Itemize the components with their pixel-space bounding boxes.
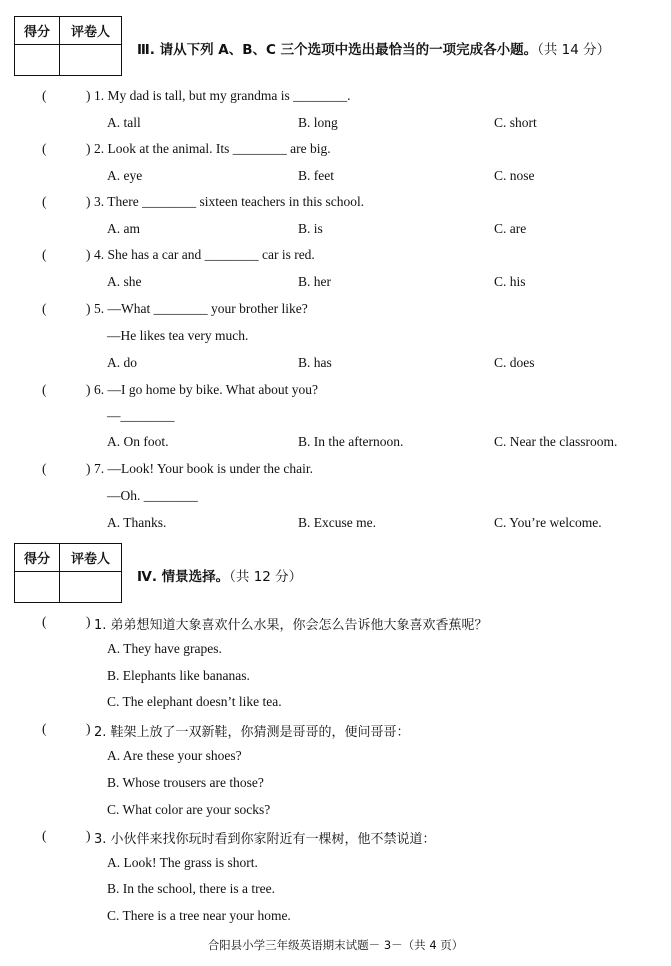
answer-paren-open[interactable]: ( bbox=[42, 614, 47, 629]
grader-cell[interactable] bbox=[60, 45, 121, 75]
option-c: C. his bbox=[494, 274, 526, 289]
option-c: C. You’re welcome. bbox=[494, 515, 602, 530]
option-a: A. tall bbox=[107, 115, 141, 130]
option-c: C. short bbox=[494, 115, 537, 130]
question-3-4 bbox=[0, 247, 671, 265]
grader-cell[interactable] bbox=[60, 572, 121, 602]
question-stem: 4. She has a car and ________ car is red. bbox=[94, 247, 315, 262]
option-a: A. she bbox=[107, 274, 142, 289]
answer-paren-open[interactable]: ( bbox=[42, 382, 47, 397]
section-4-title bbox=[137, 565, 302, 585]
option-c-row bbox=[0, 694, 671, 712]
option-c: C. nose bbox=[494, 168, 535, 183]
answer-paren-open[interactable]: ( bbox=[42, 828, 47, 843]
answer-paren-close: ) bbox=[86, 614, 91, 629]
section-3-title-text: Ⅲ. 请从下列 A、B、C 三个选项中选出最恰当的一项完成各小题。 bbox=[137, 42, 538, 58]
dialogue-line: —________ bbox=[107, 408, 175, 423]
question-3-2 bbox=[0, 141, 671, 159]
answer-paren-close: ) bbox=[86, 382, 91, 397]
answer-paren-open[interactable]: ( bbox=[42, 247, 47, 262]
option-b: B. long bbox=[298, 115, 338, 130]
question-stem: 7. —Look! Your book is under the chair. bbox=[94, 461, 313, 476]
option-a: A. do bbox=[107, 355, 137, 370]
question-3-4-options bbox=[0, 274, 671, 292]
question-stem: 6. —I go home by bike. What about you? bbox=[94, 382, 318, 397]
grader-label: 评卷人 bbox=[60, 17, 121, 45]
option-b: B. Excuse me. bbox=[298, 515, 376, 530]
question-stem: 1. My dad is tall, but my grandma is ________. bbox=[94, 88, 351, 103]
question-3-3-options bbox=[0, 221, 671, 239]
question-3-5-options bbox=[0, 355, 671, 373]
question-3-6-line2 bbox=[0, 408, 671, 426]
section-3-title bbox=[137, 38, 610, 58]
question-4-1 bbox=[0, 614, 671, 632]
option-c: C. What color are your socks? bbox=[107, 802, 271, 817]
question-3-2-options bbox=[0, 168, 671, 186]
question-stem-text: 3. 小伙伴来找你玩时看到你家附近有一棵树，他不禁说道： bbox=[94, 832, 436, 847]
option-b: B. is bbox=[298, 221, 323, 236]
question-stem-text: 2. 鞋架上放了一双新鞋，你猜测是哥哥的，便问哥哥： bbox=[94, 725, 410, 740]
option-b-row bbox=[0, 668, 671, 686]
option-a: A. Thanks. bbox=[107, 515, 167, 530]
option-a: A. Are these your shoes? bbox=[107, 748, 242, 763]
question-3-7-options bbox=[0, 515, 671, 533]
score-box-section-4 bbox=[14, 543, 122, 603]
question-4-2 bbox=[0, 721, 671, 739]
score-box-section-3 bbox=[14, 16, 122, 76]
answer-paren-close: ) bbox=[86, 828, 91, 843]
option-a: A. eye bbox=[107, 168, 143, 183]
question-3-5-line2 bbox=[0, 328, 671, 346]
option-b: B. Elephants like bananas. bbox=[107, 668, 250, 683]
option-a: A. am bbox=[107, 221, 140, 236]
section-4-points: （共 12 分） bbox=[229, 569, 303, 585]
dialogue-line: —Oh. ________ bbox=[107, 488, 198, 503]
option-b-row bbox=[0, 775, 671, 793]
section-3-points: （共 14 分） bbox=[537, 42, 611, 58]
question-4-3 bbox=[0, 828, 671, 846]
answer-paren-open[interactable]: ( bbox=[42, 301, 47, 316]
answer-paren-open[interactable]: ( bbox=[42, 721, 47, 736]
question-3-6-options bbox=[0, 434, 671, 452]
score-cell[interactable] bbox=[15, 45, 60, 75]
option-b: B. has bbox=[298, 355, 332, 370]
answer-paren-open[interactable]: ( bbox=[42, 141, 47, 156]
question-stem: 2. Look at the animal. Its ________ are big. bbox=[94, 141, 331, 156]
question-3-7 bbox=[0, 461, 671, 479]
answer-paren-close: ) bbox=[86, 141, 91, 156]
option-b: B. Whose trousers are those? bbox=[107, 775, 264, 790]
option-c: C. Near the classroom. bbox=[494, 434, 618, 449]
option-a-row bbox=[0, 641, 671, 659]
question-3-1-options bbox=[0, 115, 671, 133]
option-c-row bbox=[0, 802, 671, 820]
dialogue-line: —He likes tea very much. bbox=[107, 328, 249, 343]
score-label: 得分 bbox=[15, 544, 60, 572]
question-3-7-line2 bbox=[0, 488, 671, 506]
question-stem: 5. —What ________ your brother like? bbox=[94, 301, 308, 316]
question-stem-text: 1. 弟弟想知道大象喜欢什么水果，你会怎么告诉他大象喜欢香蕉呢？ bbox=[94, 618, 488, 633]
question-stem bbox=[94, 614, 488, 633]
option-b: B. In the afternoon. bbox=[298, 434, 404, 449]
answer-paren-open[interactable]: ( bbox=[42, 461, 47, 476]
option-b: B. feet bbox=[298, 168, 334, 183]
question-stem: 3. There ________ sixteen teachers in this school. bbox=[94, 194, 365, 209]
option-c: C. There is a tree near your home. bbox=[107, 908, 291, 923]
question-3-3 bbox=[0, 194, 671, 212]
option-c: C. does bbox=[494, 355, 535, 370]
answer-paren-close: ) bbox=[86, 461, 91, 476]
section-4-title-text: Ⅳ. 情景选择。 bbox=[137, 569, 230, 585]
option-b: B. In the school, there is a tree. bbox=[107, 881, 275, 896]
answer-paren-close: ) bbox=[86, 88, 91, 103]
option-c: C. are bbox=[494, 221, 527, 236]
option-a: A. They have grapes. bbox=[107, 641, 222, 656]
option-b-row bbox=[0, 881, 671, 899]
option-a: A. On foot. bbox=[107, 434, 169, 449]
option-c-row bbox=[0, 908, 671, 926]
option-a: A. Look! The grass is short. bbox=[107, 855, 258, 870]
page-footer: 合阳县小学三年级英语期末试题－ 3－（共 4 页） bbox=[207, 938, 464, 952]
question-3-5 bbox=[0, 301, 671, 319]
grader-label: 评卷人 bbox=[60, 544, 121, 572]
option-c: C. The elephant doesn’t like tea. bbox=[107, 694, 282, 709]
option-b: B. her bbox=[298, 274, 331, 289]
answer-paren-close: ) bbox=[86, 247, 91, 262]
answer-paren-open[interactable]: ( bbox=[42, 88, 47, 103]
question-stem bbox=[94, 828, 436, 847]
answer-paren-close: ) bbox=[86, 194, 91, 209]
question-3-1 bbox=[0, 88, 671, 106]
answer-paren-close: ) bbox=[86, 721, 91, 736]
answer-paren-open[interactable]: ( bbox=[42, 194, 47, 209]
question-stem bbox=[94, 721, 410, 740]
score-label: 得分 bbox=[15, 17, 60, 45]
option-a-row bbox=[0, 855, 671, 873]
answer-paren-close: ) bbox=[86, 301, 91, 316]
question-3-6 bbox=[0, 382, 671, 400]
option-a-row bbox=[0, 748, 671, 766]
score-cell[interactable] bbox=[15, 572, 60, 602]
